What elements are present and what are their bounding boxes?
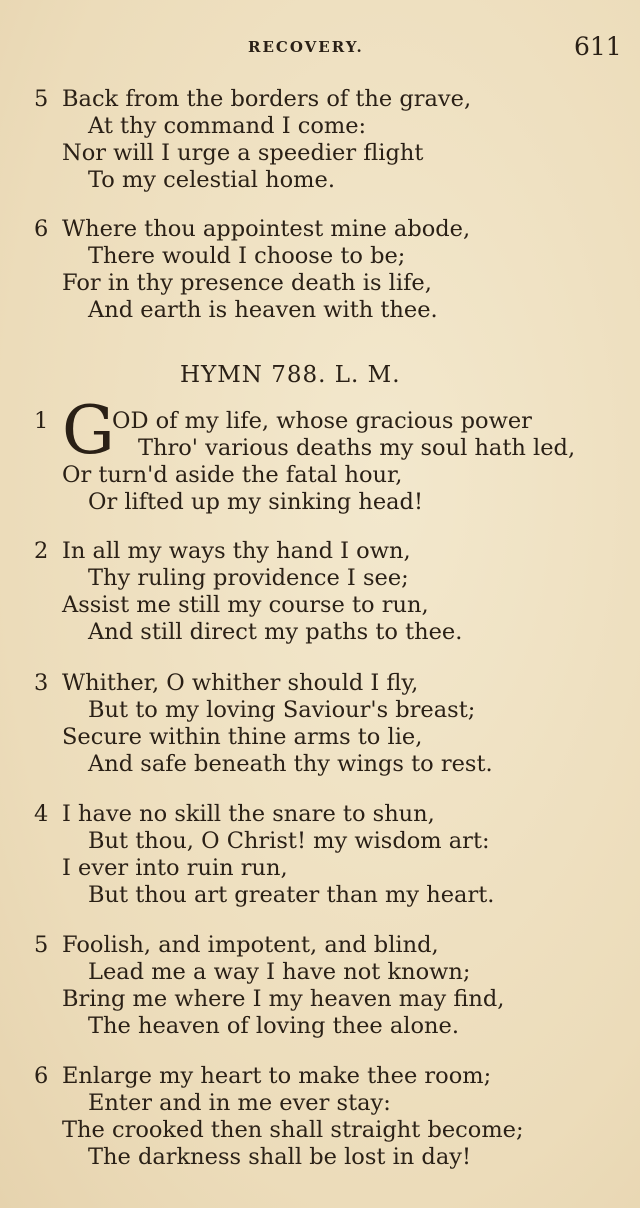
verse-line: Enlarge my heart to make thee room; — [62, 1063, 492, 1089]
verse-line: Or lifted up my sinking head! — [88, 489, 424, 515]
stanza-number: 5 — [34, 932, 49, 958]
stanza-number: 1 — [34, 408, 49, 434]
drop-cap: G — [62, 392, 115, 469]
hymn-title: HYMN 788. L. M. — [180, 362, 401, 388]
verse-line: OD of my life, whose gracious power — [112, 408, 532, 434]
verse-line: The heaven of loving thee alone. — [88, 1013, 460, 1039]
verse-line: Nor will I urge a speedier flight — [62, 140, 424, 166]
page-number: 611 — [574, 32, 622, 61]
verse-line: In all my ways thy hand I own, — [62, 538, 411, 564]
stanza-number: 3 — [34, 670, 49, 696]
verse-line: Bring me where I my heaven may find, — [62, 986, 505, 1012]
verse-line: I have no skill the snare to shun, — [62, 801, 435, 827]
verse-line: But thou art greater than my heart. — [88, 882, 495, 908]
verse-line: Back from the borders of the grave, — [62, 86, 472, 112]
verse-line: There would I choose to be; — [88, 243, 406, 269]
running-head: RECOVERY. — [248, 38, 364, 56]
verse-line: To my celestial home. — [88, 167, 335, 193]
verse-line: Where thou appointest mine abode, — [62, 216, 471, 242]
verse-line: But thou, O Christ! my wisdom art: — [88, 828, 490, 854]
verse-line: Thy ruling providence I see; — [88, 565, 409, 591]
verse-line: And safe beneath thy wings to rest. — [88, 751, 493, 777]
verse-line: Foolish, and impotent, and blind, — [62, 932, 439, 958]
verse-line: And still direct my paths to thee. — [88, 619, 463, 645]
verse-line: Enter and in me ever stay: — [88, 1090, 391, 1116]
verse-line: Assist me still my course to run, — [62, 592, 429, 618]
stanza-number: 2 — [34, 538, 49, 564]
verse-line: The crooked then shall straight become; — [62, 1117, 524, 1143]
verse-line: Secure within thine arms to lie, — [62, 724, 423, 750]
verse-line: And earth is heaven with thee. — [88, 297, 438, 323]
verse-line: For in thy presence death is life, — [62, 270, 432, 296]
stanza-number: 5 — [34, 86, 49, 112]
verse-line: But to my loving Saviour's breast; — [88, 697, 476, 723]
stanza-number: 4 — [34, 801, 49, 827]
page-header — [0, 32, 640, 66]
verse-line: Lead me a way I have not known; — [88, 959, 471, 985]
verse-line: At thy command I come: — [88, 113, 367, 139]
verse-line: Whither, O whither should I fly, — [62, 670, 419, 696]
verse-line: Thro' various deaths my soul hath led, — [138, 435, 576, 461]
verse-line: Or turn'd aside the fatal hour, — [62, 462, 403, 488]
verse-line: The darkness shall be lost in day! — [88, 1144, 471, 1170]
verse-line: I ever into ruin run, — [62, 855, 288, 881]
stanza-number: 6 — [34, 1063, 49, 1089]
stanza-number: 6 — [34, 216, 49, 242]
